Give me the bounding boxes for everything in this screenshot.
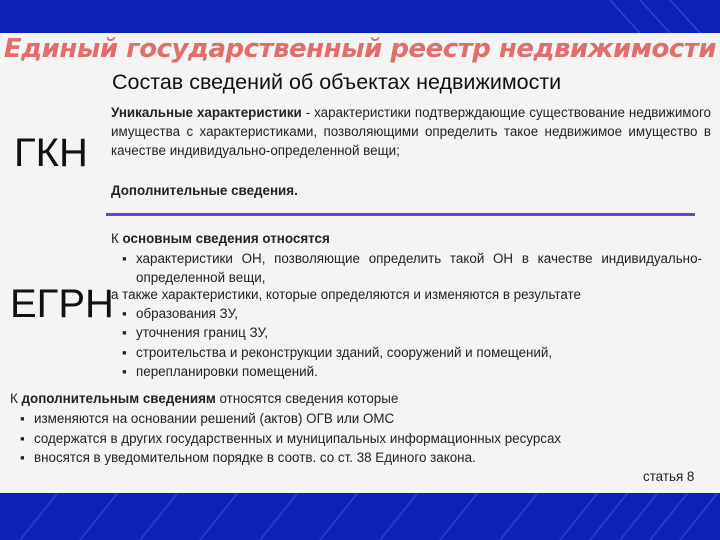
list-item-text: образования ЗУ, bbox=[136, 306, 238, 321]
bullet-icon: ▪ bbox=[122, 325, 127, 341]
slide-title: Единый государственный реестр недвижимости bbox=[3, 34, 717, 64]
unique-characteristics-paragraph bbox=[111, 103, 711, 160]
list-item-text: уточнения границ ЗУ, bbox=[136, 325, 268, 341]
list-item bbox=[122, 249, 702, 287]
bullet-icon: ▪ bbox=[122, 344, 127, 360]
gkn-label: ГКН bbox=[14, 131, 88, 175]
list-item bbox=[122, 362, 552, 381]
list-item-text: строительства и реконструкции зданий, сооружений и помещений, bbox=[136, 344, 553, 360]
gkn-additional-info: Дополнительные сведения. bbox=[111, 183, 298, 198]
egrn-label: ЕГРН bbox=[10, 282, 114, 326]
main-info-prefix: К bbox=[111, 231, 123, 246]
bullet-icon: ▪ bbox=[20, 411, 25, 426]
list-item bbox=[20, 429, 561, 449]
list-item-text: характеристики ОН, позволяющие определить такой ОН в качестве индивидуально-определенной вещи, bbox=[136, 251, 702, 285]
additional-rest: относятся сведения которые bbox=[215, 391, 399, 406]
list-item-text: перепланировки помещений. bbox=[136, 363, 318, 379]
additional-info-list bbox=[20, 409, 561, 468]
list-item bbox=[122, 304, 552, 323]
additional-info-heading bbox=[10, 391, 398, 406]
unique-term: Уникальные характеристики bbox=[111, 105, 302, 120]
main-info-list bbox=[122, 249, 702, 287]
list-item bbox=[20, 409, 561, 429]
section-divider bbox=[106, 213, 695, 216]
list-item-text: вносятся в уведомительном порядке в соотв. со ст. 38 Единого закона. bbox=[34, 450, 476, 466]
additional-bold: дополнительным сведениям bbox=[21, 391, 216, 406]
list-item bbox=[122, 343, 552, 362]
also-characteristics-line: а также характеристики, которые определяются и изменяются в результате bbox=[111, 287, 581, 302]
bullet-icon: ▪ bbox=[122, 363, 127, 379]
unique-description: - характеристики подтверждающие существование недвижимого имущества с характеристиками, позволяющими определить такое недвижимое имущество в качестве индивидуально-определенной вещи; bbox=[111, 105, 711, 158]
additional-prefix: К bbox=[10, 391, 22, 406]
main-info-bold: основным сведения относятся bbox=[122, 231, 330, 246]
list-item bbox=[122, 323, 552, 342]
list-item-text: изменяются на основании решений (актов) ОГВ или ОМС bbox=[34, 411, 395, 426]
slide-subtitle: Состав сведений об объектах недвижимости bbox=[112, 70, 562, 94]
bullet-icon: ▪ bbox=[122, 251, 127, 266]
main-info-heading bbox=[111, 231, 330, 246]
article-reference: статья 8 bbox=[643, 469, 695, 484]
list-item bbox=[20, 448, 561, 468]
bullet-icon: ▪ bbox=[122, 306, 127, 321]
bullet-icon: ▪ bbox=[20, 450, 25, 466]
list-item-text: содержатся в других государственных и муниципальных информационных ресурсах bbox=[34, 430, 562, 446]
bullet-icon: ▪ bbox=[20, 430, 25, 446]
change-events-list bbox=[122, 304, 552, 381]
